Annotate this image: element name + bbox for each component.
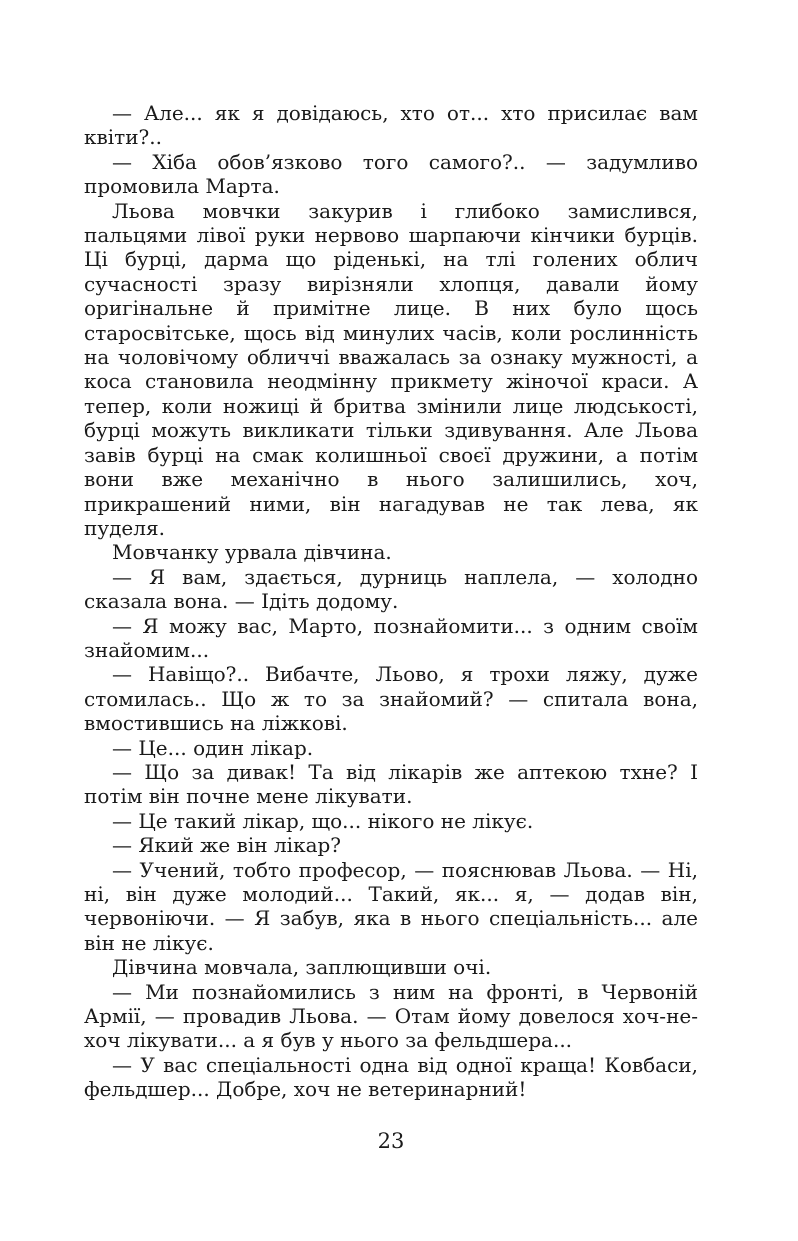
paragraph: — Але... як я довідаюсь, хто от... хто присилає вам квіти?.. [84,101,698,150]
paragraph: — У вас спеціальності одна від одної краща! Ковбаси, фельдшер... Добре, хоч не ветеринарний! [84,1052,698,1102]
paragraph: — Учений, тобто професор, — пояснював Льова. — Ні, ні, він дуже молодий... Такий, як... я, — додав він, червоніючи. — Я забув, яка в нього спеціальність... але він не лікує. [84,857,698,955]
paragraph: — Що за дивак! Та від лікарів же аптекою тхне? І потім він почне мене лікувати. [84,759,698,809]
paragraph: Льова мовчки закурив і глибоко замислився, пальцями лівої руки нервово шарпаючи кінчики бурців. Ці бурці, дарма що ріденькі, на тлі голених облич сучасності зразу вирізняли хлопця, давали йому оригінальне й примітне лице. В них було щось старосвітське, щось від минулих часів, коли рослинність на чоловічому обличчі вважалась за ознаку мужності, а коса становила неодмінну прикмету жіночої краси. А тепер, коли ножиці й бритва змінили лице людськості, бурці можуть викликати тільки здивування. Але Льова завів бурці на смак колишньої своєї дружини, а потім вони вже механічно в нього залишились, хоч, прикрашений ними, він нагадував не так лева, як пуделя. [84,198,698,540]
body-text [84,101,698,1102]
paragraph: Мовчанку урвала дівчина. [112,540,392,565]
paragraph: Дівчина мовчала, заплющивши очі. [112,955,492,980]
page-number: 23 [377,1129,405,1153]
paragraph: — Хіба обов’язково того самого?.. — задумливо промовила Марта. [84,149,698,199]
paragraph: — Який же він лікар? [112,833,342,858]
paragraph: — Я можу вас, Марто, познайомити... з одним своїм знайомим... [84,613,698,662]
paragraph: — Це... один лікар. [112,735,314,760]
paragraph: — Навіщо?.. Вибачте, Льово, я трохи ляжу, дуже стомилась.. Що ж то за знайомий? — спитала вона, вмостившись на ліжкові. [84,662,698,736]
paragraph: — Я вам, здається, дурниць наплела, — холодно сказала вона. — Ідіть додому. [84,564,698,614]
paragraph: — Ми познайомились з ним на фронті, в Червоній Армії, — провадив Льова. — Отам йому довелося хоч-не-хоч лікувати... а я був у нього за фельдшера... [84,979,698,1053]
paragraph: — Це такий лікар, що... нікого не лікує. [112,808,534,833]
